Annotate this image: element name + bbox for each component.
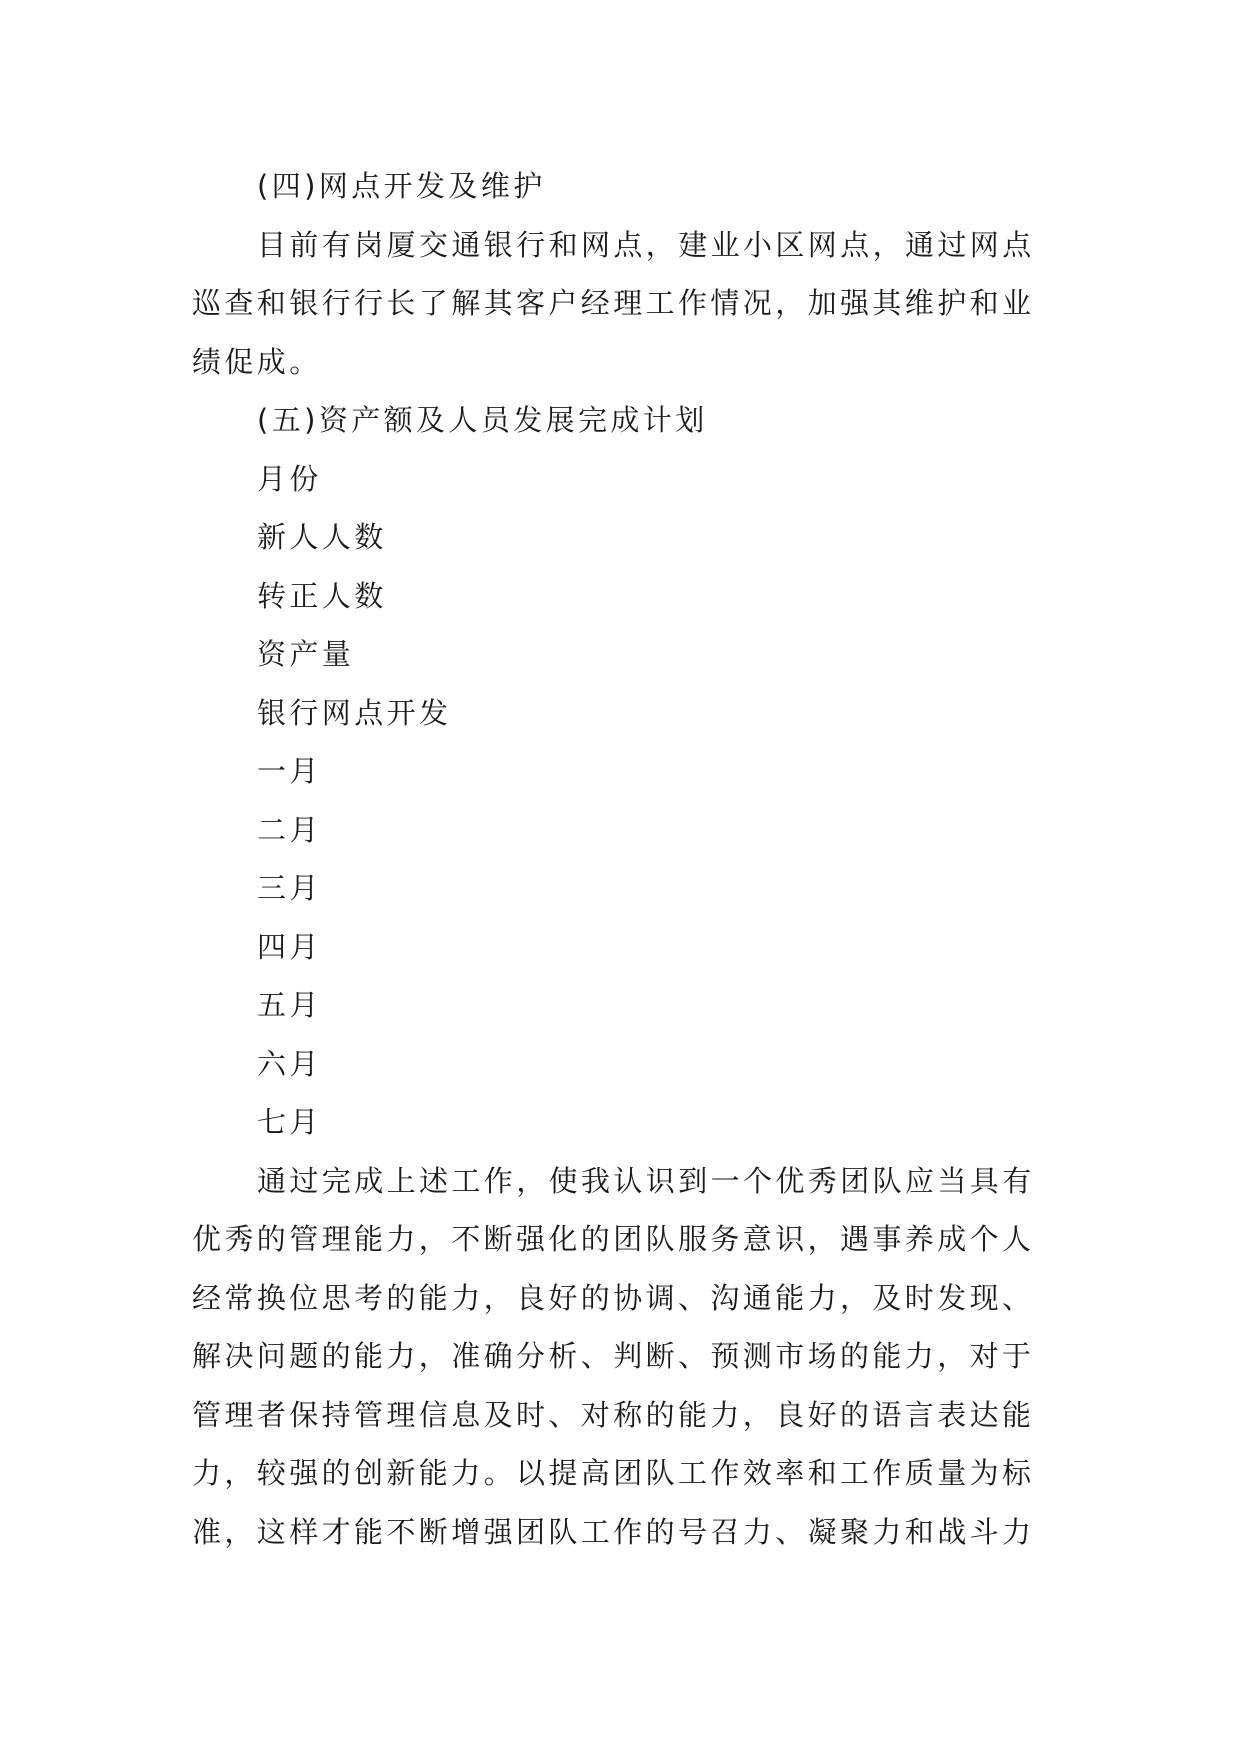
list-item: 银行网点开发 <box>257 695 452 730</box>
paragraph-line: 通过完成上述工作，使我认识到一个优秀团队应当具有 <box>257 1163 1035 1198</box>
paragraph-line: 管理者保持管理信息及时、对称的能力，良好的语言表达能 <box>192 1397 1035 1432</box>
paragraph-line: 力，较强的创新能力。以提高团队工作效率和工作质量为标 <box>192 1456 1035 1490</box>
paragraph-line: 目前有岗厦交通银行和网点，建业小区网点，通过网点 <box>257 227 1035 262</box>
paragraph-conclusion <box>192 1152 1072 1562</box>
section-heading-plan: (五)资产额及人员发展完成计划 <box>257 403 708 437</box>
list-item: 四月 <box>257 929 322 964</box>
paragraph-line: 巡查和银行行长了解其客户经理工作情况，加强其维护和业 <box>192 286 1035 320</box>
list-item: 七月 <box>257 1105 322 1139</box>
list-item: 六月 <box>257 1046 322 1081</box>
list-item: 二月 <box>257 812 322 847</box>
paragraph-line: 经常换位思考的能力，良好的协调、沟通能力，及时发现、 <box>192 1280 1035 1315</box>
paragraph-line: 优秀的管理能力，不断强化的团队服务意识，遇事养成个人 <box>192 1222 1035 1256</box>
paragraph-line: 解决问题的能力，准确分析、判断、预测市场的能力，对于 <box>192 1339 1035 1373</box>
paragraph-line: 绩促成。 <box>192 344 322 379</box>
plan-table-items <box>192 450 1072 1152</box>
paragraph-line: 准，这样才能不断增强团队工作的号召力、凝聚力和战斗力 <box>192 1514 1035 1549</box>
paragraph-network-maintenance <box>192 216 1072 392</box>
list-item: 一月 <box>257 754 322 788</box>
list-item: 转正人数 <box>257 578 387 613</box>
document-page <box>192 157 1072 1561</box>
list-item: 资产量 <box>257 637 355 671</box>
list-item: 五月 <box>257 988 322 1022</box>
list-item: 新人人数 <box>257 520 387 554</box>
section-heading-network: (四)网点开发及维护 <box>257 169 546 203</box>
list-item: 月份 <box>257 461 322 496</box>
list-item: 三月 <box>257 871 322 905</box>
